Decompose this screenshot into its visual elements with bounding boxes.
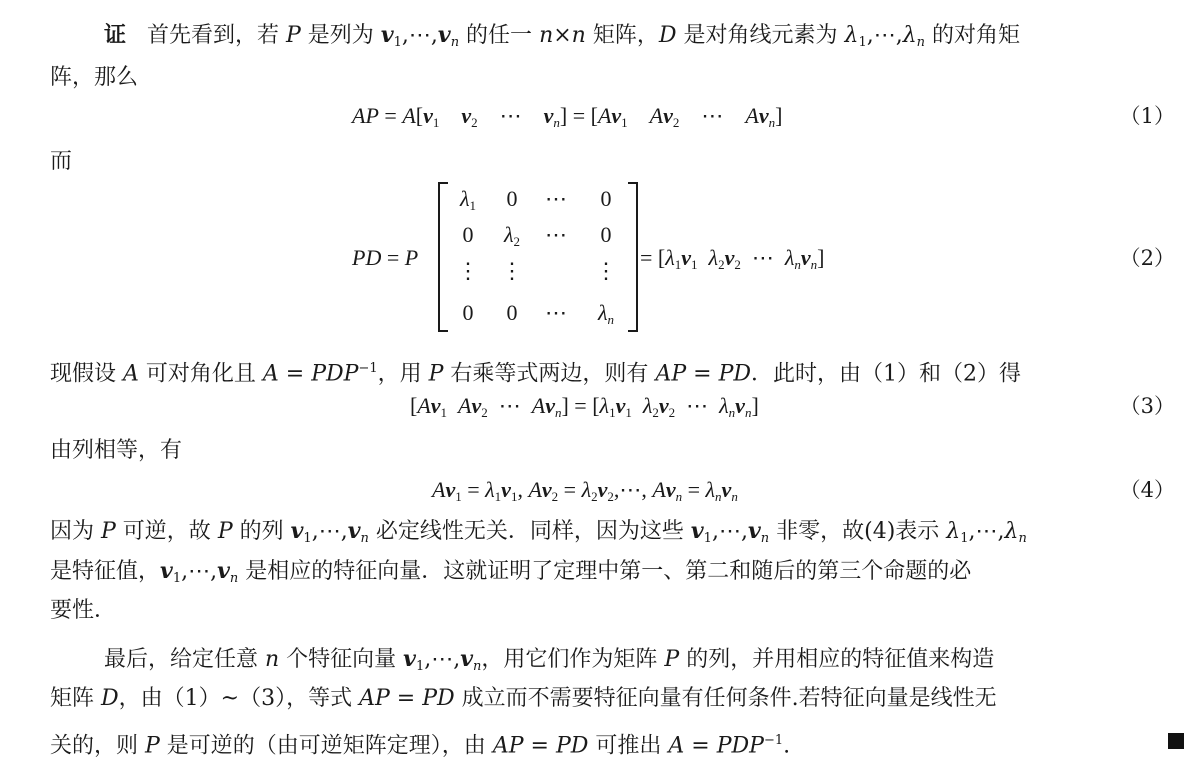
text-run: 矩阵， [585, 23, 659, 48]
text-run: 是列为 [300, 23, 381, 48]
equation-2-rhs: = [$\lambda_1v_1$ $\lambda_2v_2$ ⋯ $\lambda_nv_n$] [640, 245, 825, 272]
para5-line-3: 关的，则 P 是可逆的（由可逆矩阵定理），由 AP = PD 可推出 $A = PDP^{-1}$. [50, 733, 791, 759]
para5-line-1: 最后，给定任意 n 个特征向量 $v_1,\cdots,v_n$，用它们作为矩阵 P 的列，并用相应的特征值来构造 [104, 646, 995, 674]
equation-2-lhs: PD = P [352, 245, 419, 270]
text-run: 是对角线元素为 [676, 23, 845, 48]
text-run: 首先看到，若 [147, 23, 286, 48]
equation-number-1: （1） [1119, 104, 1175, 128]
para4-line-3: 要性． [50, 598, 117, 623]
text-run: 的对角矩 [925, 23, 1021, 48]
para2-line: 现假设 A 可对角化且 $A = PDP^{-1}$，用 P 右乘等式两边，则有 AP = PD．此时，由（1）和（2）得 [50, 361, 1022, 387]
er-line: 而 [50, 149, 73, 174]
diagonal-matrix: $\lambda_1$ 0 ⋯ 0 0 $\lambda_2$ ⋯ 0 ⋮ ⋮ ⋮ 0 0 ⋯ $\lambda_n$ [438, 182, 638, 332]
equation-number-3: （3） [1119, 394, 1175, 418]
para4-line-1: 因为 P 可逆，故 P 的列 $v_1,\cdots,v_n$ 必定线性无关．同样，因为这些 $v_1,\cdots,v_n$ 非零，故(4)表示 $\lambda_1,\cdots,\lambda_n$ [50, 518, 1027, 546]
proof-line-1: 证 首先看到，若 P 是列为 $v_1,\cdots,v_n$ 的任一 n×n 矩阵，D 是对角线元素为 $\lambda_1,\cdots,\lambda_n$ 的对角矩 [104, 22, 1021, 50]
qed-square [1168, 733, 1184, 749]
equation-1: AP = $A[v_1$ $v_2$ ⋯ $v_n] = [Av_1$ $Av_2$ ⋯ $Av_n$] [352, 103, 783, 130]
proof-label: 证 [104, 22, 127, 48]
equation-3: [$Av_1$ $Av_2$ ⋯ $Av_n] = [\lambda_1v_1$ $\lambda_2v_2$ ⋯ $\lambda_nv_n$] [410, 393, 759, 420]
equation-number-4: （4） [1119, 478, 1175, 502]
para4-line-2: 是特征值，$v_1,\cdots,v_n$ 是相应的特征向量．这就证明了定理中第一、第二和随后的第三个命题的必 [50, 558, 972, 586]
equation-4: $Av_1 = \lambda_1v_1$, $Av_2$ = $\lambda_2v_2,\cdots$, $Av_n = \lambda_nv_n$ [432, 477, 738, 504]
proof-line-2: 阵，那么 [50, 65, 139, 90]
equation-number-2: （2） [1119, 246, 1175, 270]
text-run: 的任一 [459, 23, 540, 48]
para3-line: 由列相等，有 [50, 438, 183, 463]
para5-line-2: 矩阵 D，由（1）~（3），等式 AP = PD 成立而不需要特征向量有任何条件.若特征向量是线性无 [50, 686, 997, 711]
